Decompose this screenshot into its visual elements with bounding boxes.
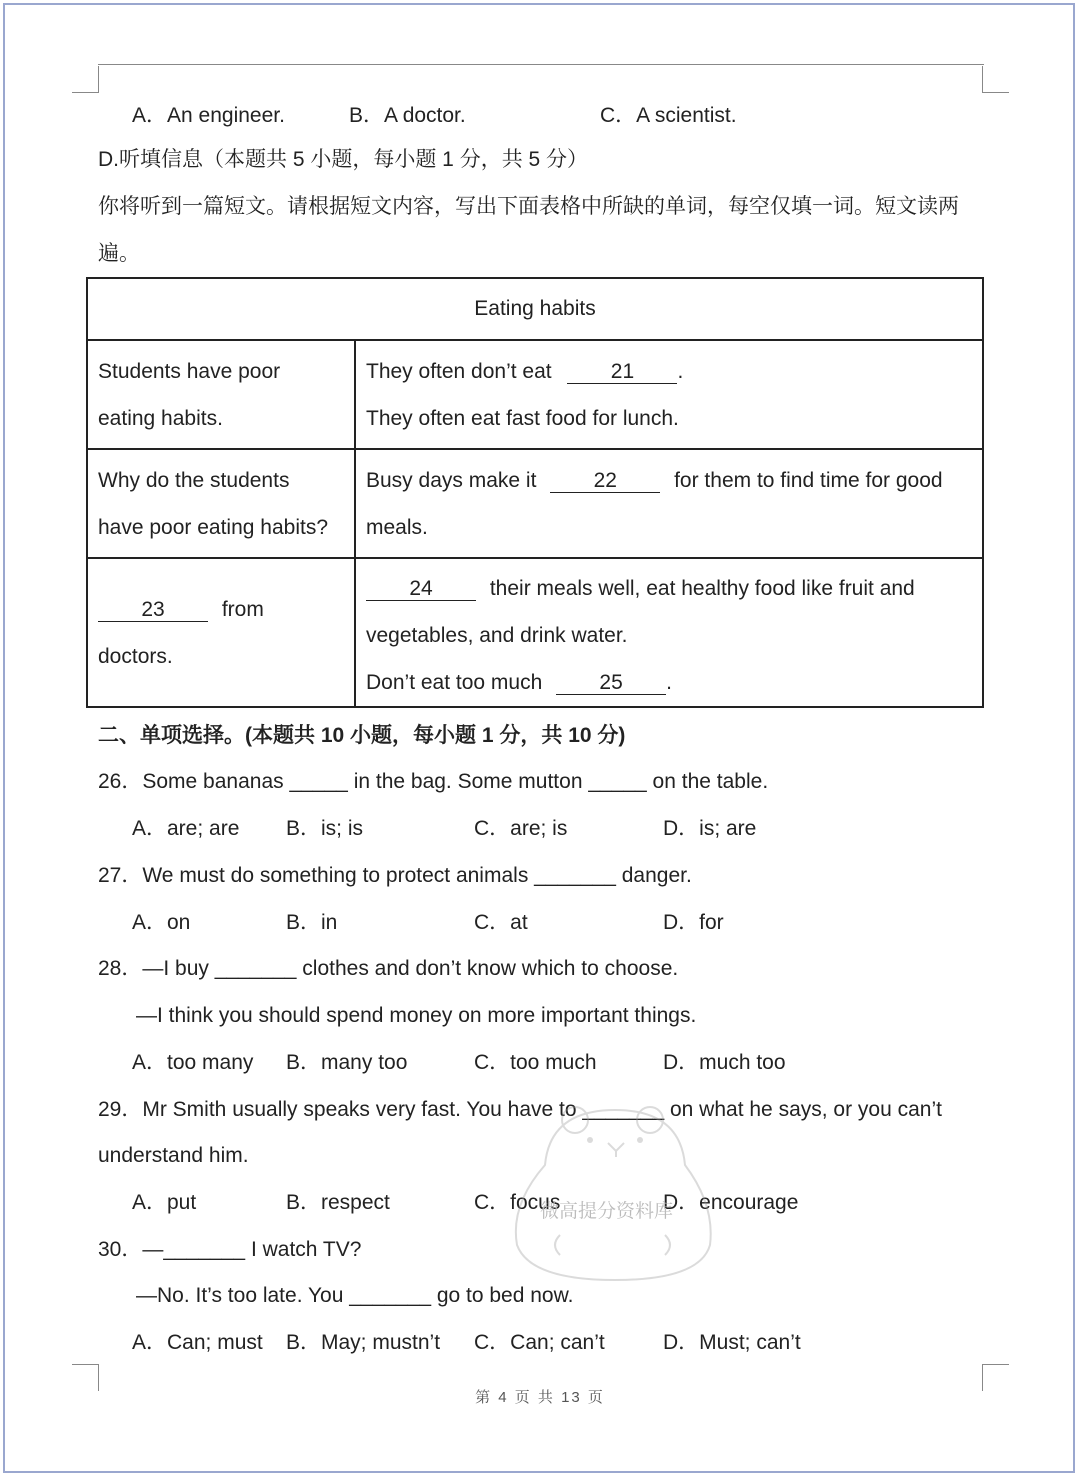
cell-text: Busy days make it: [366, 469, 537, 492]
option-d: D．is; are: [663, 817, 757, 840]
option-a: A．on: [132, 911, 191, 934]
question-29: 29．Mr Smith usually speaks very fast. You have to _______ on what he says, or you can’t: [98, 1098, 942, 1121]
table-title: Eating habits: [87, 278, 983, 340]
question-28-reply: —I think you should spend money on more important things.: [136, 1004, 697, 1027]
cell-text: vegetables, and drink water.: [366, 624, 628, 647]
cell-text: their meals well, eat healthy food like fruit and: [489, 577, 915, 600]
page-footer: 第 4 页 共 13 页: [475, 1389, 605, 1406]
section-d-instruction: 你将听到一篇短文。请根据短文内容，写出下面表格中所缺的单词，每空仅填一词。短文读两: [98, 195, 959, 218]
cell-text: for them to find time for good: [674, 469, 943, 492]
table-cell-left: [87, 558, 355, 707]
cell-text: Students have poor: [98, 360, 281, 383]
option-a: A．too many: [132, 1051, 254, 1074]
question-26: 26．Some bananas _____ in the bag. Some mutton _____ on the table.: [98, 770, 769, 793]
table-cell-right: [355, 558, 983, 707]
question-27: 27．We must do something to protect animals _______ danger.: [98, 864, 692, 887]
cell-line: [366, 659, 972, 706]
option-b: B．is; is: [286, 817, 364, 840]
option-c: C．are; is: [474, 817, 568, 840]
question-29-cont: understand him.: [98, 1144, 249, 1167]
cell-text: doctors.: [98, 644, 173, 668]
option-c: C．A scientist.: [600, 104, 737, 127]
option-c: C．Can; can’t: [474, 1331, 605, 1354]
bear-watermark-icon: [505, 1095, 725, 1285]
section-d-instruction-cont: 遍。: [98, 242, 140, 265]
option-d: D．much too: [663, 1051, 786, 1074]
blank-21: 21: [567, 361, 677, 384]
option-d: D．for: [663, 911, 724, 934]
blank-24: 24: [366, 578, 476, 601]
question-30-reply: —No. It’s too late. You _______ go to bed now.: [136, 1284, 574, 1307]
option-d: D．encourage: [663, 1191, 799, 1214]
cell-line: [366, 565, 972, 612]
option-b: B．A doctor.: [349, 104, 466, 127]
cell-text: They often eat fast food for lunch.: [366, 407, 679, 430]
table-cell-right: [355, 340, 983, 449]
cell-text: Don’t eat too much: [366, 671, 543, 694]
cell-text: meals.: [366, 516, 428, 539]
option-b: B．in: [286, 911, 338, 934]
option-d: D．Must; can’t: [663, 1331, 801, 1354]
option-c: C．at: [474, 911, 528, 934]
cell-line: [366, 457, 972, 504]
question-28: 28．—I buy _______ clothes and don’t know which to choose.: [98, 957, 679, 980]
cell-text: from: [221, 597, 264, 621]
table-row: [87, 558, 983, 707]
section-d-title: D.听填信息（本题共 5 小题，每小题 1 分，共 5 分）: [98, 148, 589, 171]
section-2-title: 二、单项选择。(本题共 10 小题，每小题 1 分，共 10 分): [98, 724, 626, 747]
blank-25: 25: [556, 672, 666, 695]
option-b: B．many too: [286, 1051, 408, 1074]
option-a: A．An engineer.: [132, 104, 285, 127]
cell-line: [366, 348, 972, 395]
option-a: A．are; are: [132, 817, 240, 840]
cell-text: They often don’t eat: [366, 360, 552, 383]
cell-text: .: [666, 671, 672, 694]
blank-22: 22: [550, 470, 660, 493]
option-b: B．May; mustn’t: [286, 1331, 441, 1354]
option-b: B．respect: [286, 1191, 390, 1214]
table-row: [87, 449, 983, 558]
watermark-text: 微高提分资料库: [540, 1201, 674, 1222]
crop-mark-top-right: [982, 66, 1009, 93]
table-row: [87, 340, 983, 449]
cell-text: have poor eating habits?: [98, 516, 329, 539]
table-cell-left: [87, 449, 355, 558]
question-30: 30．—_______ I watch TV?: [98, 1238, 362, 1261]
table-cell-right: [355, 449, 983, 558]
cell-text: Why do the students: [98, 469, 290, 492]
cell-text: .: [677, 360, 684, 383]
option-a: A．put: [132, 1191, 197, 1214]
cell-text: eating habits.: [98, 407, 223, 430]
blank-23: 23: [98, 599, 208, 622]
option-c: C．focus: [474, 1191, 561, 1214]
header-rule: [98, 64, 984, 65]
table-cell-left: [87, 340, 355, 449]
option-a: A．Can; must: [132, 1331, 263, 1354]
crop-mark-top-left: [72, 66, 99, 93]
eating-habits-table: [86, 277, 984, 708]
cell-line: [98, 586, 344, 633]
option-c: C．too much: [474, 1051, 597, 1074]
